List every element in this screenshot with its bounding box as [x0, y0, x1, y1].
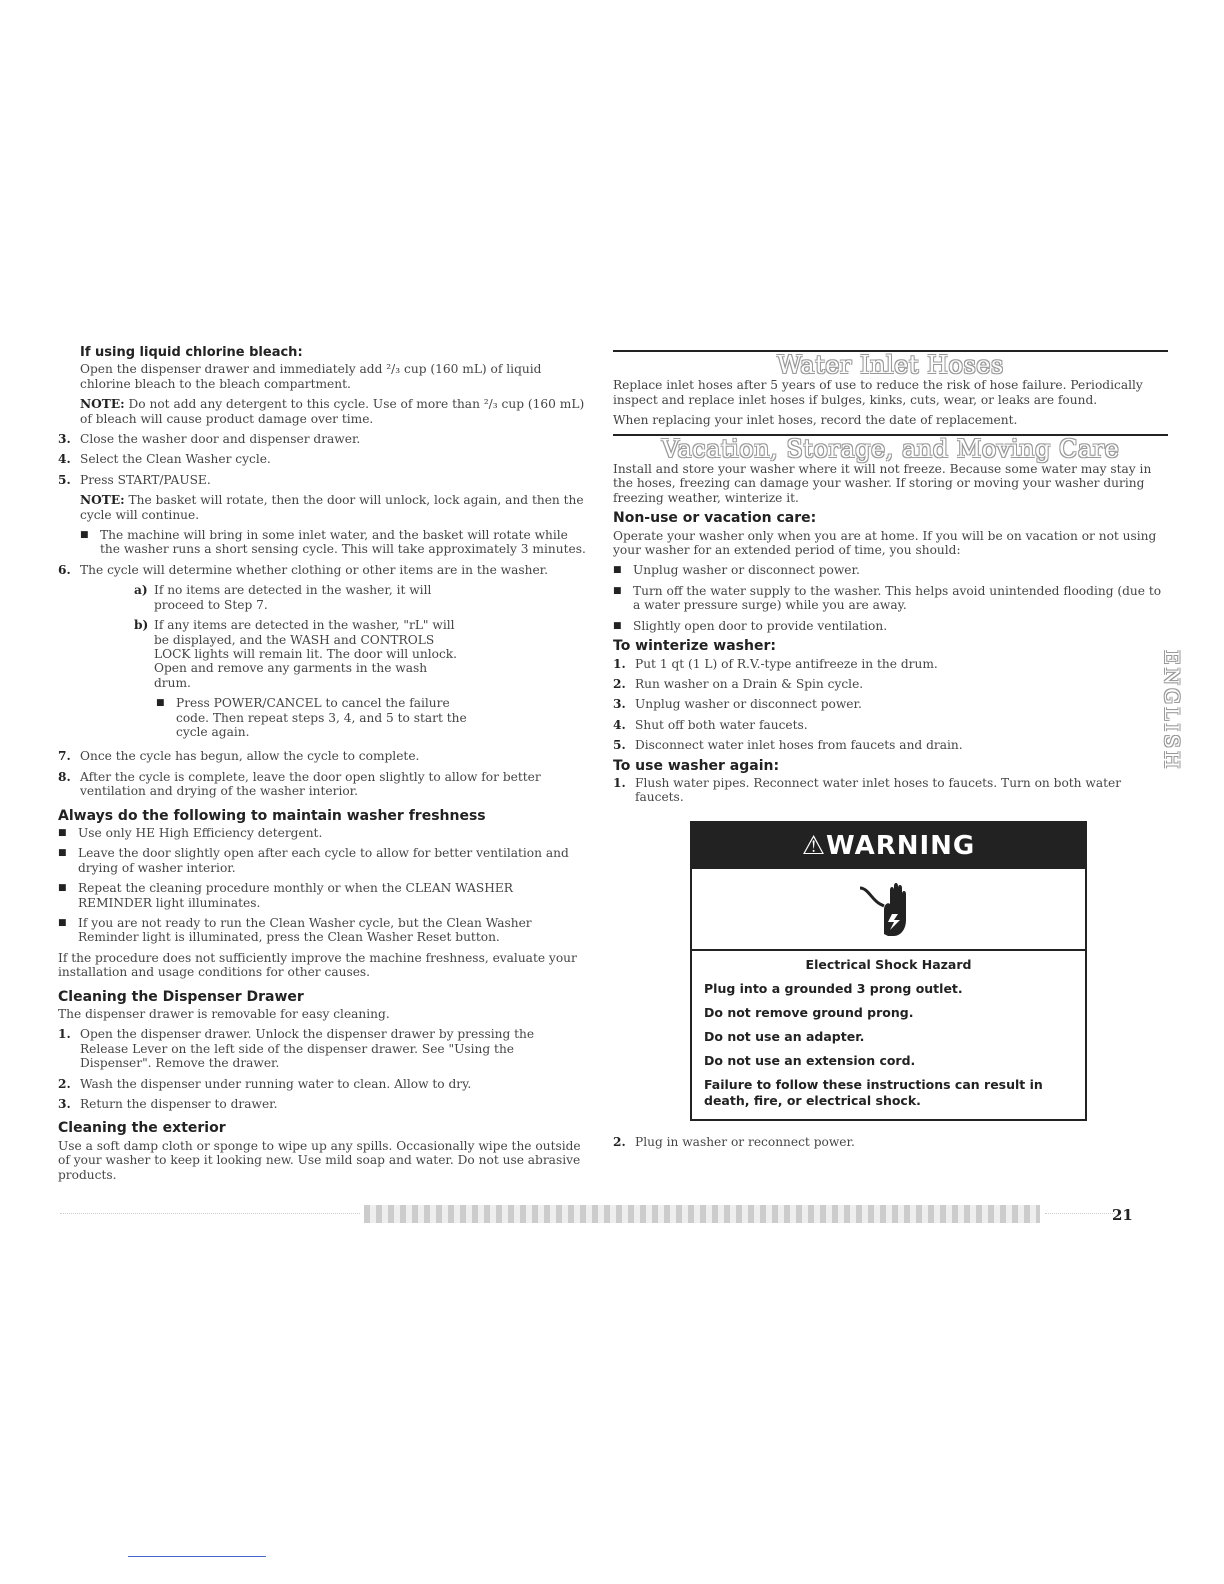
vacation-title: Vacation, Storage, and Moving Care: [661, 434, 1120, 463]
nonuse-bullet-1: ■ Unplug washer or disconnect power.: [613, 563, 860, 578]
step-6b-bullet-wrap: [134, 696, 586, 739]
hoses-paragraph-1: Replace inlet hoses after 5 years of use to reduce the risk of hose failure. Periodically inspect and replace inlet hoses if bulges, kinks, cuts, wear, or leaks are found.: [613, 378, 1143, 407]
bottom-rule: [128, 1556, 266, 1557]
step-5: 5. Press START/PAUSE.: [58, 472, 211, 487]
warning-line-5: Failure to follow these instructions can result in death, fire, or electrical shock.: [704, 1076, 1043, 1108]
winterize-steps: [613, 657, 1168, 753]
footer-dots-right: [1045, 1213, 1115, 1214]
exterior-text: Use a soft damp cloth or sponge to wipe up any spills. Occasionally wipe the outside of your washer to keep it looking new. Use mild soap and water. Do not use abrasive products.: [58, 1138, 581, 1182]
bullet-icon: ■: [58, 918, 67, 928]
right-column: [613, 350, 1168, 1155]
winterize-step-2: 2. Run washer on a Drain & Spin cycle.: [613, 676, 864, 691]
steps-list-b: [58, 749, 586, 798]
step-4: 4. Select the Clean Washer cycle.: [58, 452, 271, 467]
warning-line-3: Do not use an adapter.: [704, 1028, 865, 1044]
step-3: 3. Close the washer door and dispenser drawer.: [58, 432, 361, 447]
vacation-intro: Install and store your washer where it will not freeze. Because some water may stay in the hoses, freezing can damage your washer. If storing or moving your washer during freezing weather, winterize it.: [613, 462, 1152, 505]
step-8: 8. After the cycle is complete, leave the door open slightly to allow for better ventilation and drying of the washer interior.: [58, 769, 541, 799]
warning-title: Electrical Shock Hazard: [805, 956, 972, 972]
warning-header: ⚠WARNING: [692, 823, 1085, 869]
footer-bar: [364, 1205, 1040, 1223]
nonuse-bullet-3: ■ Slightly open door to provide ventilation.: [613, 618, 888, 633]
fresh-bullet-2: ■ Leave the door slightly open after each cycle to allow for better ventilation and drying of washer interior.: [58, 846, 569, 875]
fresh-bullet-1: ■ Use only HE High Efficiency detergent.: [58, 825, 323, 840]
drawer-steps: [58, 1027, 586, 1111]
steps-list-a: [58, 432, 586, 557]
page-number: 21: [1112, 1206, 1133, 1224]
use-again-step-1-wrap: [613, 776, 1168, 805]
winterize-step-5: 5. Disconnect water inlet hoses from faucets and drain.: [613, 738, 963, 753]
bleach-section: [58, 346, 586, 426]
step-7: 7. Once the cycle has begun, allow the cycle to complete.: [58, 749, 420, 764]
step-6: 6. The cycle will determine whether clothing or other items are in the washer.: [58, 562, 549, 577]
drawer-heading: Cleaning the Dispenser Drawer: [58, 988, 304, 1005]
nonuse-text: Operate your washer only when you are at home. If you will be on vacation or not using your washer for an extended period of time, you should:: [613, 528, 1157, 558]
bullet-icon: ■: [58, 827, 67, 838]
drawer-step-3: 3. Return the dispenser to drawer.: [58, 1097, 278, 1112]
hoses-title: Water Inlet Hoses: [777, 351, 1004, 379]
bleach-heading: If using liquid chlorine bleach:: [80, 345, 303, 360]
drawer-intro: The dispenser drawer is removable for easy cleaning.: [58, 1007, 390, 1022]
fresh-bullet-3: ■ Repeat the cleaning procedure monthly or when the CLEAN WASHER REMINDER light illuminates.: [58, 881, 513, 910]
left-column: [58, 346, 586, 1188]
bullet-icon: ■: [58, 848, 67, 859]
hoses-paragraph-2: When replacing your inlet hoses, record the date of replacement.: [613, 413, 1018, 428]
drawer-step-1: 1. Open the dispenser drawer. Unlock the dispenser drawer by pressing the Release Lever on the left side of the dispenser drawer. See "Using the Dispenser". Remove the drawer.: [58, 1027, 535, 1071]
step-6-block: [58, 563, 586, 577]
warning-box: [690, 821, 1087, 1121]
freshness-footer: If the procedure does not sufficiently improve the machine freshness, evaluate your installation and usage conditions for other causes.: [58, 950, 577, 980]
fresh-bullet-4: ■ If you are not ready to run the Clean Washer cycle, but the Clean Washer Reminder light is illuminated, press the Clean Washer Reset button.: [58, 916, 532, 945]
warning-line-2: Do not remove ground prong.: [704, 1004, 914, 1020]
note-label: NOTE:: [80, 397, 125, 412]
bullet-icon: ■: [58, 883, 67, 894]
bullet-icon: ■: [613, 565, 622, 576]
freshness-heading: Always do the following to maintain washer freshness: [58, 807, 486, 824]
use-again-heading: To use washer again:: [613, 757, 780, 774]
step5-note: NOTE: The basket will rotate, then the door will unlock, lock again, and then the cycle will continue.: [80, 493, 584, 522]
bullet-icon: ■: [613, 585, 622, 596]
warning-body: [692, 951, 1085, 1119]
step-6b: b) If any items are detected in the washer, "rL" will be displayed, and the WASH and CONTROLS LOCK lights will remain lit. The door will unlock. Open and remove any garments in the wash drum.: [134, 618, 458, 690]
winterize-heading: To winterize washer:: [613, 638, 776, 655]
winterize-step-4: 4. Shut off both water faucets.: [613, 717, 808, 732]
drawer-step-2: 2. Wash the dispenser under running water to clean. Allow to dry.: [58, 1076, 472, 1091]
nonuse-bullet-2: ■ Turn off the water supply to the washer. This helps avoid unintended flooding (due to a water pressure surge) while you are away.: [613, 583, 1162, 613]
step-6a: a) If no items are detected in the washer, it will proceed to Step 7.: [134, 583, 432, 612]
note-text: Do not add any detergent to this cycle. Use of more than ²/₃ cup (160 mL) of bleach will cause product damage over time.: [80, 397, 585, 426]
warning-line-1: Plug into a grounded 3 prong outlet.: [704, 980, 963, 996]
bullet-icon: ■: [613, 620, 622, 631]
bleach-note: [80, 397, 586, 426]
bullet-icon: ■: [80, 530, 89, 541]
use-again-step-1: 1. Flush water pipes. Reconnect water inlet hoses to faucets. Turn on both water faucets.: [613, 775, 1122, 805]
step-6-substeps: [58, 583, 586, 739]
electric-shock-hand-icon: [692, 869, 1085, 951]
step5-bullet: ■ The machine will bring in some inlet water, and the basket will rotate while the washer runs a short sensing cycle. This will take approximately 3 minutes.: [80, 528, 586, 557]
use-again-step-2-wrap: [613, 1135, 1168, 1149]
winterize-step-3: 3. Unplug washer or disconnect power.: [613, 697, 862, 712]
use-again-step-2: 2. Plug in washer or reconnect power.: [613, 1134, 855, 1149]
side-language-label: ENGLISH: [1160, 650, 1184, 772]
footer-dots-left: [60, 1213, 360, 1214]
exterior-heading: Cleaning the exterior: [58, 1120, 226, 1137]
bullet-icon: ■: [156, 698, 165, 709]
step-6b-bullet: ■ Press POWER/CANCEL to cancel the failure code. Then repeat steps 3, 4, and 5 to start the cycle again.: [156, 696, 467, 739]
nonuse-heading: Non-use or vacation care:: [613, 510, 817, 527]
bleach-text: Open the dispenser drawer and immediately add ²/₃ cup (160 mL) of liquid chlorine bleach to the bleach compartment.: [80, 362, 542, 391]
winterize-step-1: 1. Put 1 qt (1 L) of R.V.-type antifreeze in the drum.: [613, 656, 938, 671]
warning-line-4: Do not use an extension cord.: [704, 1052, 916, 1068]
